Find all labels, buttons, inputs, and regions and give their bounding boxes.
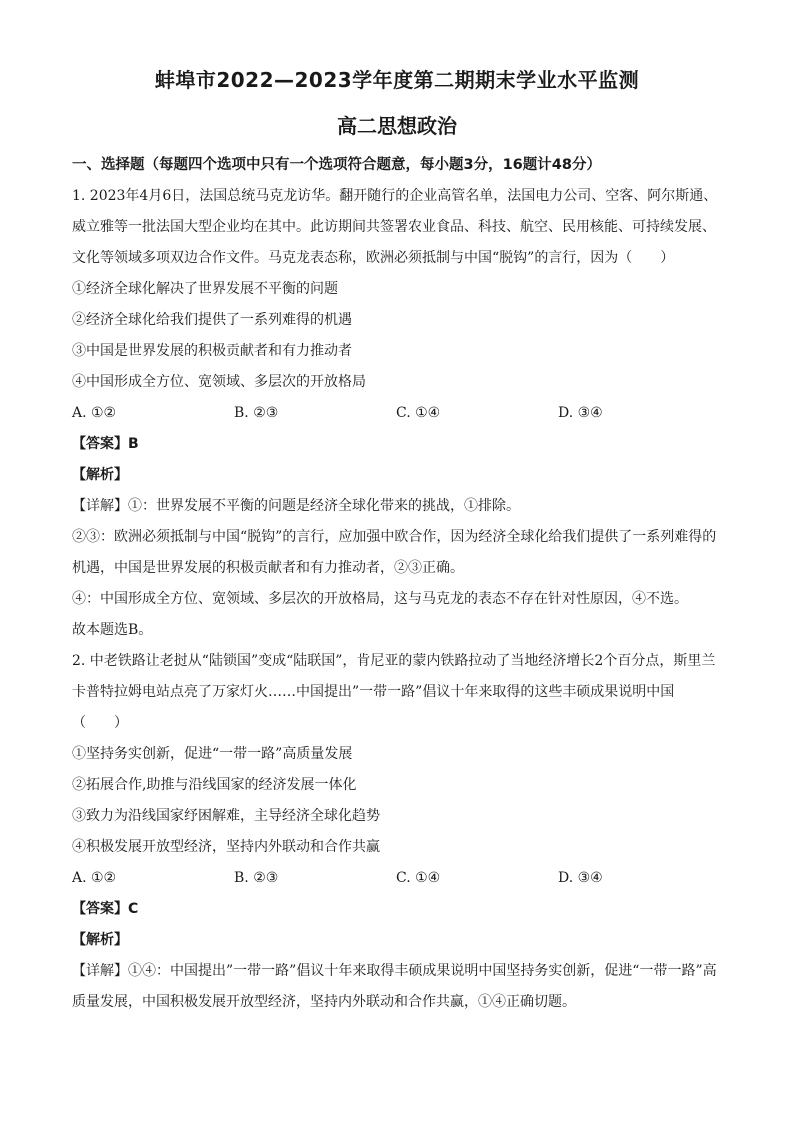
question-2-item: ②拓展合作,助推与沿线国家的经济发展一体化 xyxy=(72,777,357,793)
option-d: D. ③④ xyxy=(558,870,603,886)
question-2-options xyxy=(72,863,722,894)
option-d: D. ③④ xyxy=(558,405,603,421)
question-1-item: ①经济全球化解决了世界发展不平衡的问题 xyxy=(72,281,338,297)
question-2-detail: 【详解】①④：中国提出”一带一路”倡议十年来取得丰硕成果说明中国坚持务实创新，促进“一带一路”高质量发展，中国积极发展开放型经济，坚持内外联动和合作共赢，①④正确切题。 xyxy=(72,963,717,1010)
document-title: 蚌埠市2022—2023学年度第二期期末学业水平监测 xyxy=(154,68,640,92)
question-1-answer: 【答案】B xyxy=(72,436,139,452)
question-1-item: ④中国形成全方位、宽领域、多层次的开放格局 xyxy=(72,374,366,390)
question-1-item: ③中国是世界发展的积极贡献者和有力推动者 xyxy=(72,343,352,359)
question-2-analysis-label: 【解析】 xyxy=(72,932,128,948)
question-2-stem: 2. 中老铁路让老挝从“陆锁国”变成“陆联国”，肯尼亚的蒙内铁路拉动了当地经济增长2个百分点，斯里兰卡普特拉姆电站点亮了万家灯火……中国提出”一带一路”倡议十年来取得的这些丰硕成果说明中国（ ） xyxy=(72,653,716,731)
section-heading: 一、选择题（每题四个选项中只有一个选项符合题意，每小题3分，16题计48分） xyxy=(72,157,601,173)
question-1-detail: 【详解】①：世界发展不平衡的问题是经济全球化带来的挑战，①排除。 xyxy=(72,498,520,514)
option-c: C. ①④ xyxy=(396,870,441,886)
document-subject: 高二思想政治 xyxy=(337,114,457,138)
question-1-options xyxy=(72,398,722,429)
option-b: B. ②③ xyxy=(234,405,279,421)
option-a: A. ①② xyxy=(72,405,117,421)
question-1-conclusion: 故本题选B。 xyxy=(72,622,153,638)
option-b: B. ②③ xyxy=(234,870,279,886)
question-1-stem: 1. 2023年4月6日，法国总统马克龙访华。翻开随行的企业高管名单，法国电力公司、空客、阿尔斯通、威立雅等一批法国大型企业均在其中。此访期间共签署农业食品、科技、航空、民用核能、可持续发展、文化等领域多项双边合作文件。马克龙表态称，欧洲必须抵制与中国“脱钩”的言行，因为（ ） xyxy=(72,188,718,266)
question-2-item: ③致力为沿线国家纾困解难，主导经济全球化趋势 xyxy=(72,808,380,824)
document-body xyxy=(72,150,722,1018)
question-2-item: ④积极发展开放型经济，坚持内外联动和合作共赢 xyxy=(72,839,380,855)
question-1-item: ②经济全球化给我们提供了一系列难得的机遇 xyxy=(72,312,352,328)
question-2-item: ①坚持务实创新，促进“一带一路”高质量发展 xyxy=(72,746,353,762)
question-1-analysis-label: 【解析】 xyxy=(72,467,128,483)
question-1-detail: ④：中国形成全方位、宽领域、多层次的开放格局，这与马克龙的表态不存在针对性原因，④不选。 xyxy=(72,591,688,607)
question-1-detail: ②③：欧洲必须抵制与中国“脱钩”的言行，应加强中欧合作，因为经济全球化给我们提供了一系列难得的机遇，中国是世界发展的积极贡献者和有力推动者，②③正确。 xyxy=(72,529,717,576)
option-a: A. ①② xyxy=(72,870,117,886)
option-c: C. ①④ xyxy=(396,405,441,421)
question-2-answer: 【答案】C xyxy=(72,901,139,917)
